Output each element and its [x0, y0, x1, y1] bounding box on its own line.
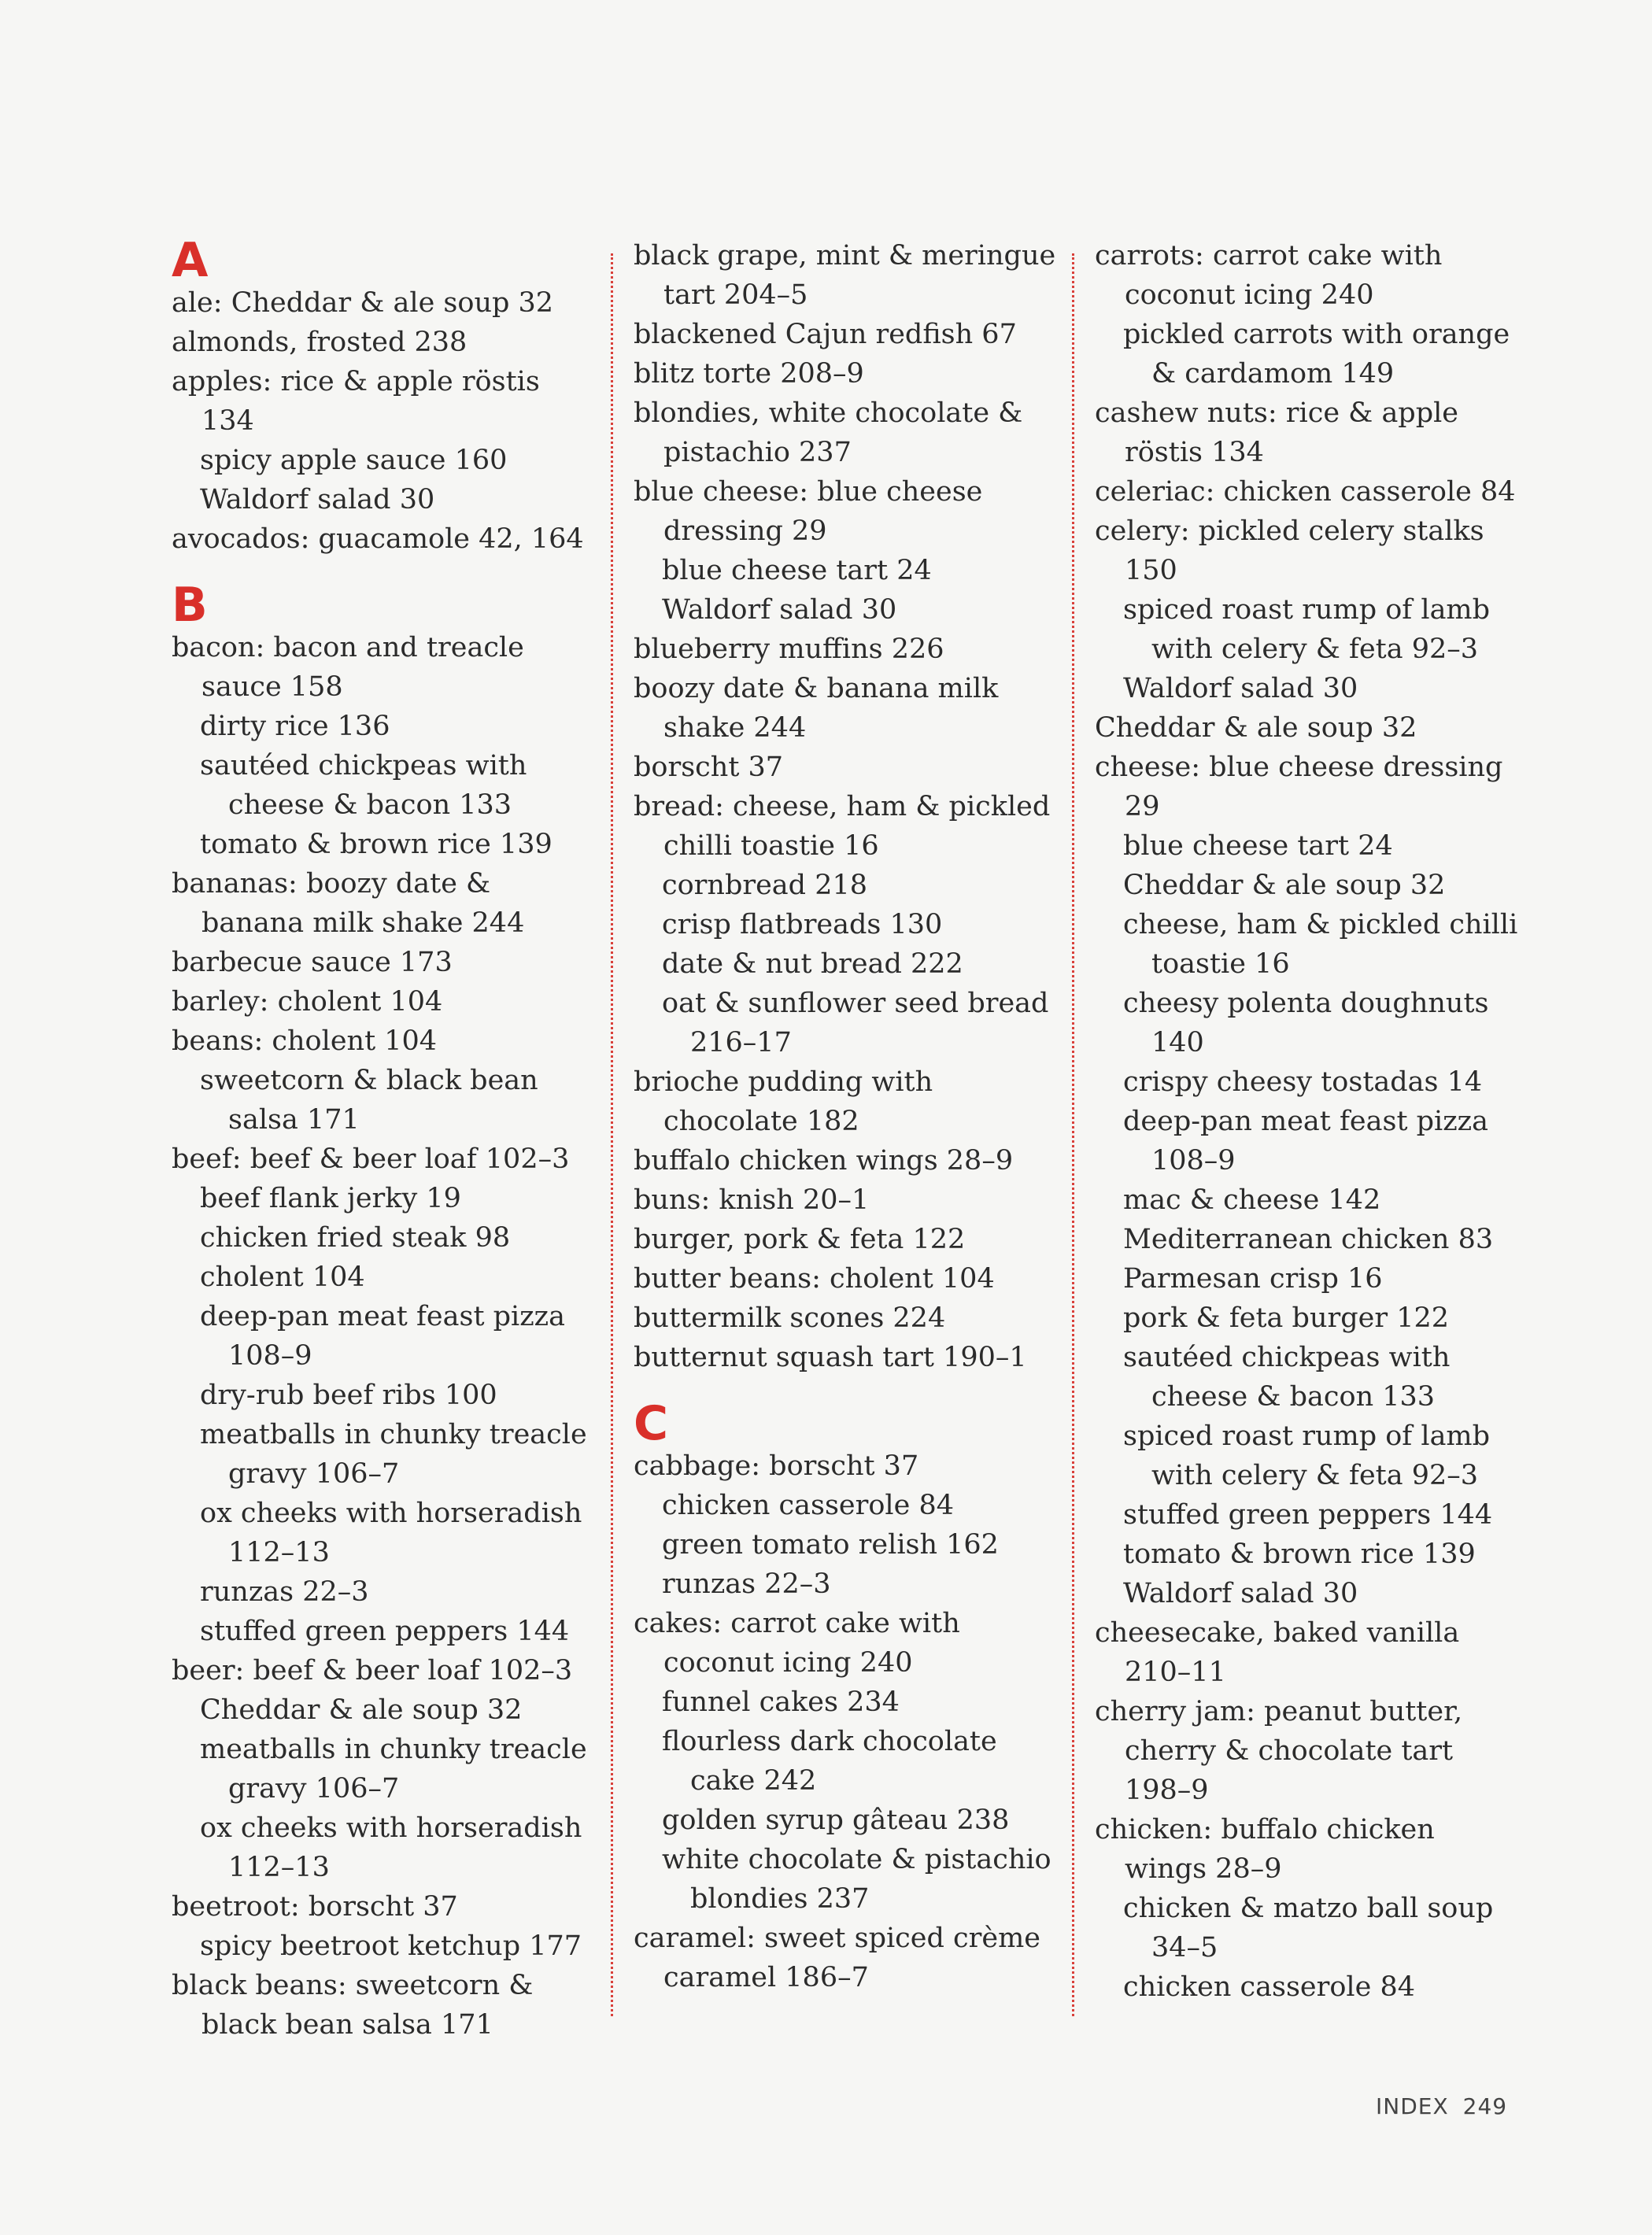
index-entry: apples: rice & apple röstis 134 [172, 366, 540, 437]
index-subentry: sautéed chickpeas with cheese & bacon 133 [200, 750, 527, 821]
index-subentry: cornbread 218 [662, 870, 867, 901]
index-entry: bananas: boozy date & banana milk shake 244 [172, 868, 525, 939]
index-column-1 [172, 233, 597, 2045]
index-entry: almonds, frosted 238 [172, 327, 468, 358]
index-subentry: crispy cheesy tostadas 14 [1123, 1066, 1483, 1098]
index-entry: butternut squash tart 190–1 [634, 1342, 1027, 1373]
index-entry: barley: cholent 104 [172, 986, 443, 1018]
index-entry: blondies, white chocolate & pistachio 237 [634, 397, 1023, 468]
column-divider [1072, 253, 1074, 2016]
index-entry: black beans: sweetcorn & black bean salsa 171 [172, 1970, 534, 2041]
index-subentry: pickled carrots with orange & cardamom 149 [1123, 319, 1510, 390]
index-entry: buffalo chicken wings 28–9 [634, 1145, 1014, 1177]
index-subentry: chicken casserole 84 [662, 1490, 955, 1521]
index-subentry: Mediterranean chicken 83 [1123, 1224, 1494, 1255]
index-entry: beef: beef & beer loaf 102–3 [172, 1143, 570, 1175]
index-subentry: spicy apple sauce 160 [200, 445, 508, 476]
index-column-3 [1095, 236, 1520, 2007]
index-subentry: cholent 104 [200, 1262, 365, 1293]
index-column-2 [634, 236, 1059, 1997]
index-entry: avocados: guacamole 42, 164 [172, 523, 584, 555]
index-entry: boozy date & banana milk shake 244 [634, 673, 999, 744]
index-entry: caramel: sweet spiced crème caramel 186–7 [634, 1923, 1040, 1993]
index-subentry: stuffed green peppers 144 [1123, 1499, 1493, 1531]
index-entry: chicken: buffalo chicken wings 28–9 [1095, 1814, 1435, 1885]
index-subentry: deep-pan meat feast pizza 108–9 [200, 1301, 565, 1372]
index-entry: celery: pickled celery stalks 150 [1095, 515, 1484, 586]
index-entry: blackened Cajun redfish 67 [634, 319, 1017, 350]
index-subentry: ox cheeks with horseradish 112–13 [200, 1498, 582, 1568]
index-entry: blueberry muffins 226 [634, 634, 944, 665]
index-subentry: dirty rice 136 [200, 711, 390, 742]
index-entry: bacon: bacon and treacle sauce 158 [172, 632, 524, 703]
index-entry: black grape, mint & meringue tart 204–5 [634, 240, 1056, 311]
index-subentry: green tomato relish 162 [662, 1529, 999, 1561]
index-subentry: white chocolate & pistachio blondies 237 [662, 1844, 1051, 1915]
index-entry: cheese: blue cheese dressing 29 [1095, 752, 1503, 822]
index-entry: cashew nuts: rice & apple röstis 134 [1095, 397, 1459, 468]
index-entry: barbecue sauce 173 [172, 947, 453, 978]
index-subentry: crisp flatbreads 130 [662, 909, 943, 940]
index-subentry: funnel cakes 234 [662, 1686, 900, 1718]
page-footer [1376, 2093, 1507, 2119]
index-subentry: meatballs in chunky treacle gravy 106–7 [200, 1419, 587, 1490]
index-subentry: mac & cheese 142 [1123, 1184, 1381, 1216]
column-divider [611, 253, 613, 2016]
index-entry: Cheddar & ale soup 32 [1095, 712, 1417, 744]
index-entry: buns: knish 20–1 [634, 1184, 870, 1216]
index-entry: ale: Cheddar & ale soup 32 [172, 287, 554, 319]
index-subentry: pork & feta burger 122 [1123, 1302, 1450, 1334]
index-entry: butter beans: cholent 104 [634, 1263, 995, 1295]
index-entry: beetroot: borscht 37 [172, 1891, 458, 1923]
index-subentry: meatballs in chunky treacle gravy 106–7 [200, 1734, 587, 1805]
index-entry: cabbage: borscht 37 [634, 1450, 919, 1482]
index-entry: celeriac: chicken casserole 84 [1095, 476, 1516, 508]
index-subentry: Waldorf salad 30 [1123, 1578, 1358, 1609]
index-subentry: blue cheese tart 24 [662, 555, 932, 586]
index-subentry: cheese, ham & pickled chilli toastie 16 [1123, 909, 1518, 980]
index-entry: carrots: carrot cake with coconut icing 240 [1095, 240, 1443, 311]
index-subentry: stuffed green peppers 144 [200, 1616, 570, 1647]
index-subentry: spiced roast rump of lamb with celery & feta 92–3 [1123, 594, 1491, 665]
index-entry: borscht 37 [634, 752, 784, 783]
index-entry: cherry jam: peanut butter, cherry & chocolate tart 198–9 [1095, 1696, 1463, 1806]
index-subentry: chicken & matzo ball soup 34–5 [1123, 1893, 1494, 1963]
index-subentry: Waldorf salad 30 [200, 484, 435, 515]
index-subentry: Waldorf salad 30 [1123, 673, 1358, 704]
index-subentry: flourless dark chocolate cake 242 [662, 1726, 997, 1797]
index-subentry: sweetcorn & black bean salsa 171 [200, 1065, 538, 1136]
index-subentry: chicken fried steak 98 [200, 1222, 511, 1254]
index-entry: brioche pudding with chocolate 182 [634, 1066, 933, 1137]
index-entry: burger, pork & feta 122 [634, 1224, 966, 1255]
index-subentry: Parmesan crisp 16 [1123, 1263, 1383, 1295]
section-letter: C [634, 1396, 669, 1451]
index-subentry: dry-rub beef ribs 100 [200, 1380, 497, 1411]
index-entry: buttermilk scones 224 [634, 1302, 946, 1334]
index-entry: blue cheese: blue cheese dressing 29 [634, 476, 983, 547]
index-subentry: runzas 22–3 [200, 1576, 369, 1608]
index-subentry: Cheddar & ale soup 32 [200, 1694, 523, 1726]
index-entry: cheesecake, baked vanilla 210–11 [1095, 1617, 1460, 1688]
index-entry: beer: beef & beer loaf 102–3 [172, 1655, 573, 1686]
index-subentry: tomato & brown rice 139 [1123, 1539, 1476, 1570]
index-subentry: Cheddar & ale soup 32 [1123, 870, 1446, 901]
index-subentry: golden syrup gâteau 238 [662, 1805, 1010, 1836]
index-entry: bread: cheese, ham & pickled chilli toastie 16 [634, 791, 1051, 862]
index-subentry: blue cheese tart 24 [1123, 830, 1393, 862]
index-subentry: beef flank jerky 19 [200, 1183, 461, 1214]
footer-label: INDEX [1376, 2093, 1449, 2119]
index-subentry: runzas 22–3 [662, 1568, 831, 1600]
index-entry: beans: cholent 104 [172, 1025, 438, 1057]
index-subentry: oat & sunflower seed bread 216–17 [662, 988, 1049, 1058]
page-number: 249 [1462, 2093, 1508, 2119]
index-subentry: date & nut bread 222 [662, 948, 963, 980]
index-subentry: spiced roast rump of lamb with celery & feta 92–3 [1123, 1420, 1491, 1491]
index-subentry: Waldorf salad 30 [662, 594, 897, 626]
index-subentry: cheesy polenta doughnuts 140 [1123, 988, 1489, 1058]
index-subentry: chicken casserole 84 [1123, 1971, 1416, 2003]
index-subentry: deep-pan meat feast pizza 108–9 [1123, 1106, 1488, 1177]
index-entry: blitz torte 208–9 [634, 358, 864, 390]
index-subentry: sautéed chickpeas with cheese & bacon 133 [1123, 1342, 1451, 1413]
section-letter: A [172, 233, 209, 288]
index-subentry: spicy beetroot ketchup 177 [200, 1930, 582, 1962]
index-subentry: ox cheeks with horseradish 112–13 [200, 1812, 582, 1883]
index-subentry: tomato & brown rice 139 [200, 829, 553, 860]
section-letter: B [172, 578, 208, 633]
index-entry: cakes: carrot cake with coconut icing 240 [634, 1608, 960, 1679]
